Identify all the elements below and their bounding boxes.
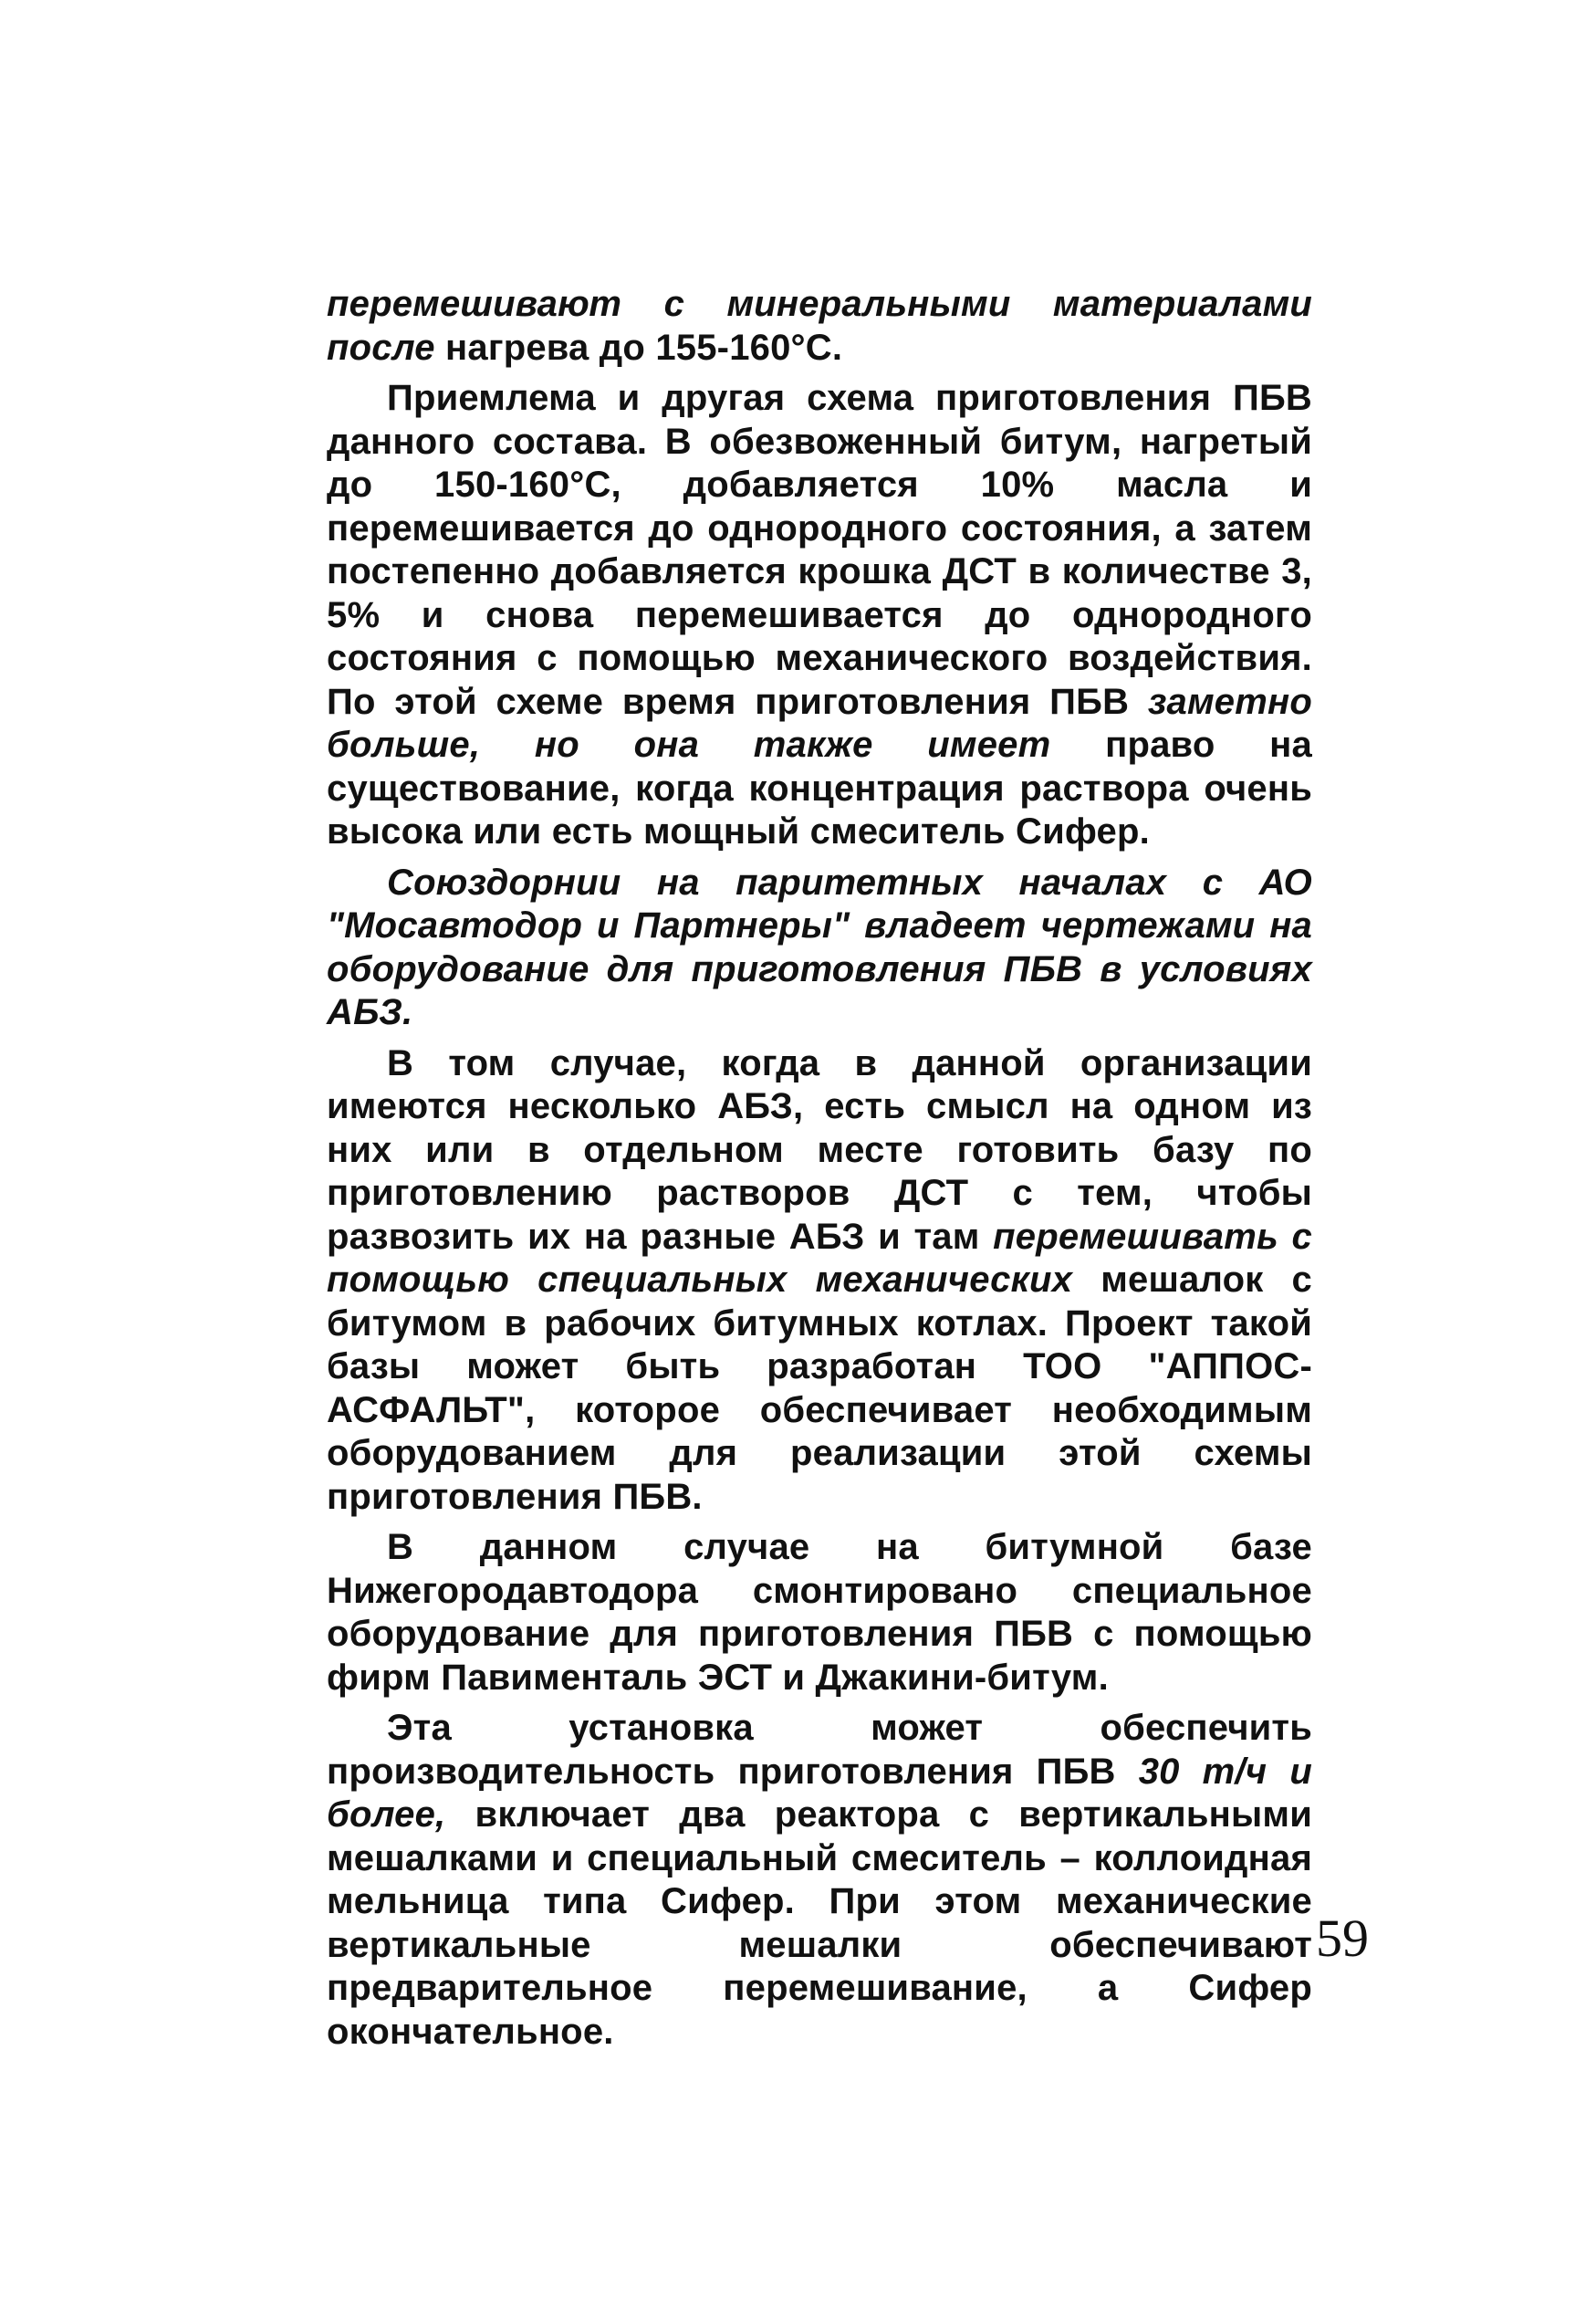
paragraph-2-segment-1: Приемлема и другая схема приготовления ПБВ данного состава. В обезвоженный битум, нагретый до 150-160°С, добавляется 10% масла и перемешивается до однородного состояния, а затем постепенно добавляется крошка ДСТ в количестве 3, 5% и снова перемешивается до однородного состояния с помощью механического воздействия. По этой схеме время приготовления ПБВ: [327, 378, 1312, 722]
paragraph-3: [327, 862, 1312, 1035]
paragraph-1: [327, 283, 1312, 370]
page-number: 59: [1316, 1909, 1369, 1968]
paragraph-1-segment-2: нагрева до 155-160°С.: [434, 327, 843, 368]
paragraph-4-segment-2: перемешивать с помощью специальных механических: [327, 1216, 1312, 1300]
paragraph-5-segment-1: В данном случае на битумной базе Нижегородавтодора смонтировано специальное оборудование для приготовления ПБВ с помощью фирм Павименталь ЭСТ и Джакини-битум.: [327, 1527, 1312, 1698]
page-body: [327, 283, 1312, 2054]
paragraph-2: [327, 377, 1312, 854]
paragraph-5: [327, 1526, 1312, 1700]
paragraph-2-segment-2: заметно больше, но она также имеет: [327, 681, 1312, 765]
paragraph-6-segment-1: Эта установка может обеспечить производительность приготовления ПБВ: [327, 1708, 1312, 1792]
paragraph-6: [327, 1707, 1312, 2054]
paragraph-1-segment-1: перемешивают с минеральными материалами после: [327, 284, 1312, 368]
paragraph-2-segment-3: право на существование, когда концентрация раствора очень высока или есть мощный смеситель Сифер.: [327, 725, 1312, 852]
paragraph-6-segment-2: 30 т/ч и более,: [327, 1751, 1312, 1835]
paragraph-4: [327, 1042, 1312, 1520]
paragraph-3-segment-1: Союздорнии на паритетных началах с АО "Мосавтодор и Партнеры" владеет чертежами на оборудование для приготовления ПБВ в условиях АБЗ.: [327, 862, 1312, 1032]
paragraph-4-segment-3: мешалок с битумом в рабочих битумных котлах. Проект такой базы может быть разработан ТОО "АППОС-АСФАЛЬТ", которое обеспечивает необходимым оборудованием для реализации этой схемы приготовления ПБВ.: [327, 1260, 1312, 1517]
paragraph-6-segment-3: включает два реактора с вертикальными мешалками и специальный смеситель – коллоидная мельница типа Сифер. При этом механические вертикальные мешалки обеспечивают предварительное перемешивание, а Сифер окончательное.: [327, 1794, 1312, 2052]
paragraph-4-segment-1: В том случае, когда в данной организации имеются несколько АБЗ, есть смысл на одном из них или в отдельном месте готовить базу по приготовлению растворов ДСТ с тем, чтобы развозить их на разные АБЗ и там: [327, 1042, 1312, 1257]
